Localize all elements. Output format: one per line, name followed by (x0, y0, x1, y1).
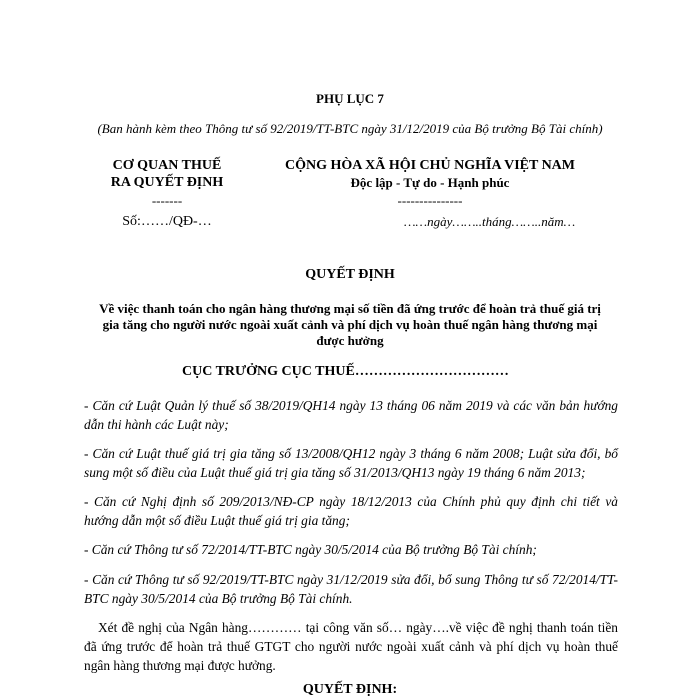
subject-line-2: gia tăng cho người nước ngoài xuất cảnh và phí dịch vụ hoàn thuế ngân hàng thương mại (102, 317, 598, 332)
nation-rule: --------------- (397, 193, 463, 208)
nation-line-2: Độc lập - Tự do - Hạnh phúc (350, 175, 510, 190)
subject-line-1: Về việc thanh toán cho ngân hàng thương mại số tiền đã ứng trước để hoàn trả thuế giá trị (99, 301, 601, 316)
appendix-title: PHỤ LỤC 7 (316, 91, 384, 106)
basis-paragraph-4: - Căn cứ Thông tư số 72/2014/TT-BTC ngày 30/5/2014 của Bộ trưởng Bộ Tài chính; (84, 542, 537, 557)
agency-line-2: RA QUYẾT ĐỊNH (110, 175, 224, 190)
subject-line-3: được hưởng (316, 333, 384, 348)
authority-line: CỤC TRƯỞNG CỤC THUẾ…………………………… (182, 364, 509, 379)
nation-line-1: CỘNG HÒA XÃ HỘI CHỦ NGHĨA VIỆT NAM (284, 158, 575, 173)
basis-paragraph-3: - Căn cứ Nghị định số 209/2013/NĐ-CP ngày 18/12/2013 của Chính phủ quy định chi tiết và hướng dẫn một số điều Luật thuế giá trị gia tăng; (84, 494, 618, 528)
basis-paragraph-2: - Căn cứ Luật thuế giá trị gia tăng số 13/2008/QH12 ngày 3 tháng 6 năm 2008; Luật sửa đổi, bổ sung một số điều của Luật thuế giá trị gia tăng số 31/2013/QH13 ngày 19 tháng 6 năm 2013; (84, 446, 618, 480)
agency-line-1: CƠ QUAN THUẾ (112, 158, 222, 173)
issue-date: ……ngày……..tháng……..năm… (404, 214, 576, 229)
decision-title: QUYẾT ĐỊNH (305, 267, 395, 282)
decides-heading: QUYẾT ĐỊNH: (302, 682, 398, 697)
decision-number: Số:……/QĐ-… (122, 214, 212, 229)
proposal-paragraph: Xét đề nghị của Ngân hàng………… tại công văn số… ngày….về việc đề nghị thanh toán tiền đã ứng trước để hoàn trả thuế GTGT cho người nước ngoài xuất cảnh và phí dịch vụ hoàn thuế ngân hàng thương mại được hưởng. (84, 620, 618, 673)
agency-rule: ------- (151, 193, 183, 208)
basis-paragraph-1: - Căn cứ Luật Quản lý thuế số 38/2019/QH14 ngày 13 tháng 06 năm 2019 và các văn bản hướng dẫn thi hành các Luật này; (84, 398, 618, 432)
basis-paragraph-5: - Căn cứ Thông tư số 92/2019/TT-BTC ngày 31/12/2019 sửa đổi, bổ sung Thông tư số 72/2014/TT-BTC ngày 30/5/2014 của Bộ trưởng Bộ Tài chính. (84, 572, 618, 606)
appendix-subtitle: (Ban hành kèm theo Thông tư số 92/2019/TT-BTC ngày 31/12/2019 của Bộ trưởng Bộ Tài chính) (97, 121, 603, 136)
